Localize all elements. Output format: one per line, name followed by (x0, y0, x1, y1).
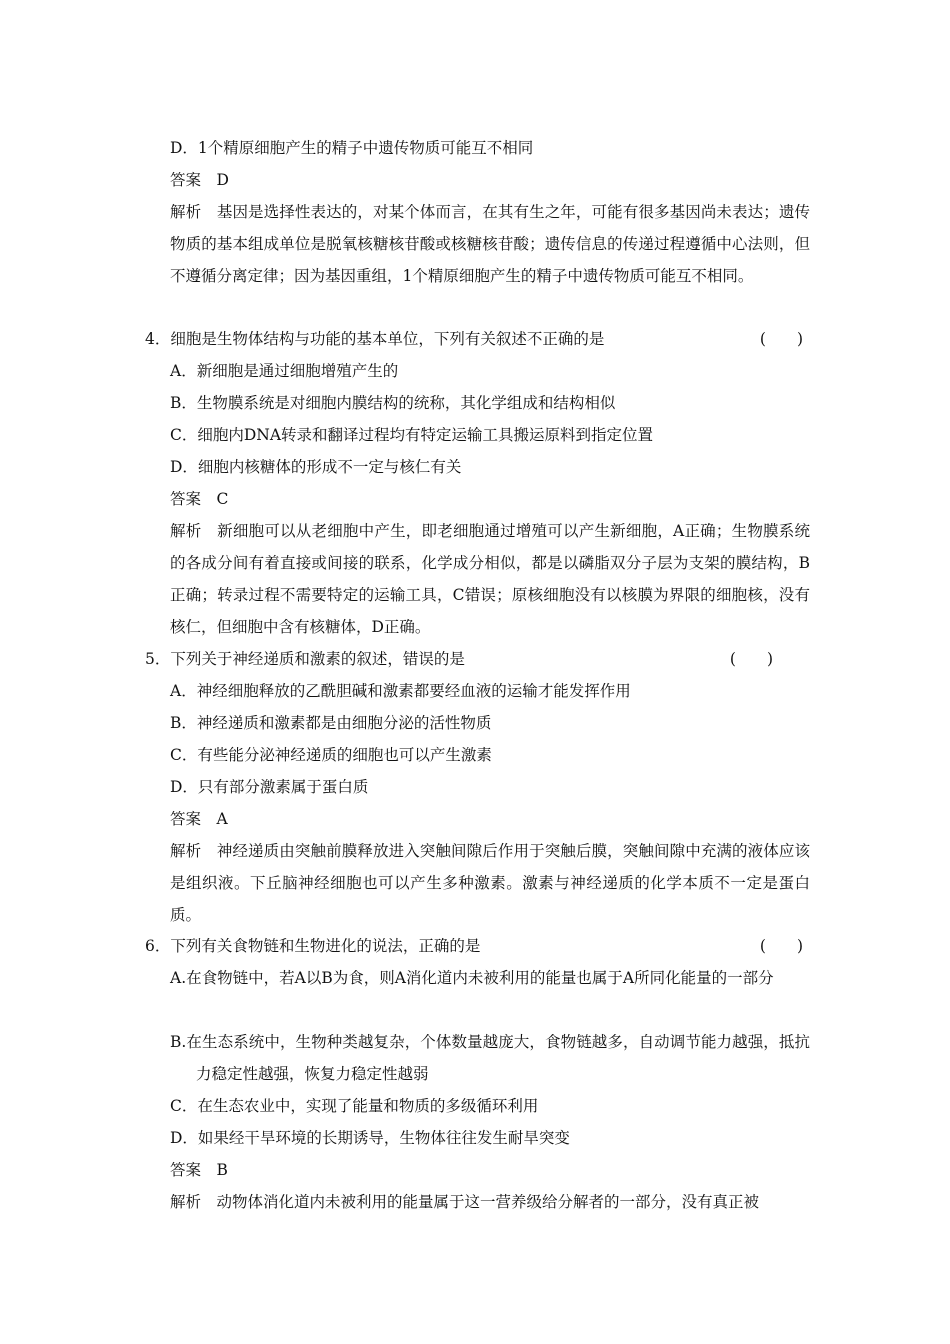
q5-option-d: D．只有部分激素属于蛋白质 (170, 778, 369, 796)
q6-option-c: C．在生态农业中，实现了能量和物质的多级循环利用 (170, 1097, 539, 1115)
q4-option-b: B．生物膜系统是对细胞内膜结构的统称，其化学组成和结构相似 (170, 394, 616, 412)
q5-option-b: B．神经递质和激素都是由细胞分泌的活性物质 (170, 714, 492, 732)
q3-option-d: D．1个精原细胞产生的精子中遗传物质可能互不相同 (170, 139, 534, 157)
q4-analysis: 解析 新细胞可以从老细胞中产生，即老细胞通过增殖可以产生新细胞，A正确；生物膜系统的各成分间有着直接或间接的联系，化学成分相似，都是以磷脂双分子层为支架的膜结构，B正确；转录过程不需要特定的运输工具，C错误；原核细胞没有以核膜为界限的细胞核，没有核仁，但细胞中含有核糖体，D正确。 (170, 522, 810, 636)
q4-stem: 4．细胞是生物体结构与功能的基本单位，下列有关叙述不正确的是 (145, 330, 605, 348)
q3-answer: 答案 D (170, 171, 229, 189)
q6-answer: 答案 B (170, 1161, 228, 1179)
q5-answer: 答案 A (170, 810, 228, 828)
q5-stem: 5．下列关于神经递质和激素的叙述，错误的是 (145, 650, 465, 668)
q4-answer-bracket: ( ) (759, 330, 803, 348)
q5-option-c: C．有些能分泌神经递质的细胞也可以产生激素 (170, 746, 492, 764)
q4-answer: 答案 C (170, 490, 229, 508)
q5-option-a: A．神经细胞释放的乙酰胆碱和激素都要经血液的运输才能发挥作用 (170, 682, 631, 700)
q6-option-d: D．如果经干旱环境的长期诱导，生物体往往发生耐旱突变 (170, 1129, 570, 1147)
q6-analysis: 解析 动物体消化道内未被利用的能量属于这一营养级给分解者的一部分，没有真正被 (170, 1193, 760, 1211)
q4-option-d: D．细胞内核糖体的形成不一定与核仁有关 (170, 458, 462, 476)
q6-option-b: B.在生态系统中，生物种类越复杂，个体数量越庞大，食物链越多，自动调节能力越强，抵抗力稳定性越强，恢复力稳定性越弱 (170, 1033, 810, 1083)
q3-analysis: 解析 基因是选择性表达的，对某个体而言，在其有生之年，可能有很多基因尚未表达；遗传物质的基本组成单位是脱氧核糖核苷酸或核糖核苷酸；遗传信息的传递过程遵循中心法则，但不遵循分离定律；因为基因重组，1个精原细胞产生的精子中遗传物质可能互不相同。 (170, 203, 810, 285)
q6-option-a: A.在食物链中，若A以B为食，则A消化道内未被利用的能量也属于A所同化能量的一部分 (170, 969, 774, 987)
q6-answer-bracket: ( ) (759, 937, 803, 955)
q6-stem: 6．下列有关食物链和生物进化的说法，正确的是 (145, 937, 481, 955)
q5-answer-bracket: ( ) (729, 650, 773, 668)
q4-option-c: C．细胞内DNA转录和翻译过程均有特定运输工具搬运原料到指定位置 (170, 426, 654, 444)
q5-analysis: 解析 神经递质由突触前膜释放进入突触间隙后作用于突触后膜，突触间隙中充满的液体应该是组织液。下丘脑神经细胞也可以产生多种激素。激素与神经递质的化学本质不一定是蛋白质。 (170, 842, 810, 924)
q4-option-a: A．新细胞是通过细胞增殖产生的 (170, 362, 399, 380)
